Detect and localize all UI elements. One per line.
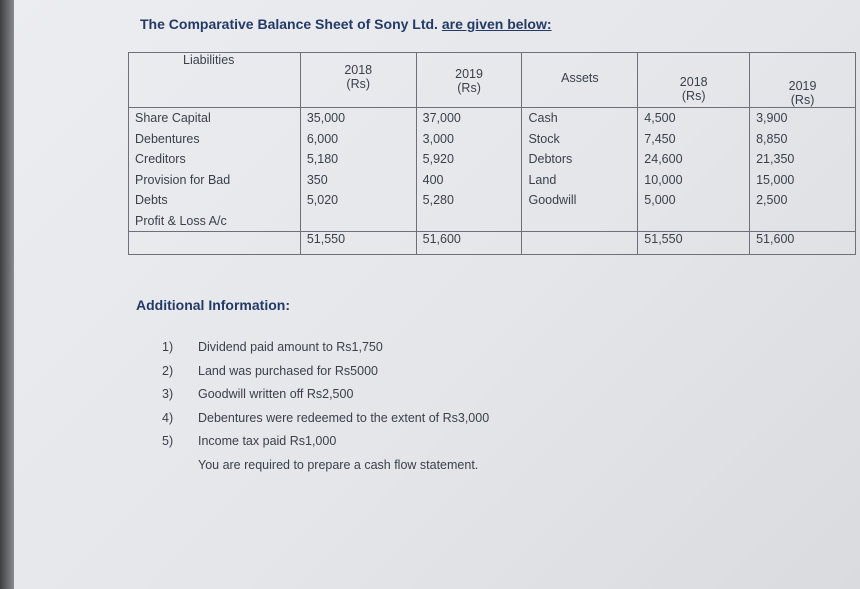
title-text: The Comparative Balance Sheet of Sony Ltd.	[140, 16, 438, 32]
list-item: 7,450	[644, 131, 676, 146]
asset-2018-header: 2018 (Rs)	[638, 53, 750, 108]
balance-sheet-table	[128, 52, 856, 255]
list-item: 3,000	[422, 131, 454, 146]
totals-row	[129, 232, 856, 255]
list-item: 5,020	[306, 193, 339, 207]
list-item: Land	[528, 172, 557, 187]
assets-2018	[638, 108, 750, 232]
assets-2019	[750, 108, 856, 232]
asset-2019-header: 2019 (Rs)	[750, 53, 856, 108]
list-item: Share Capital	[135, 111, 211, 125]
list-item: Debts	[135, 193, 168, 207]
list-item: 350	[306, 172, 328, 187]
total-liab-2019: 51,600	[416, 232, 522, 255]
liabilities-names	[129, 108, 301, 232]
list-item: Stock	[528, 131, 560, 146]
list-item: Goodwill	[528, 193, 577, 207]
title-tail: are given below:	[441, 16, 552, 32]
list-item: Cash	[528, 111, 558, 125]
list-item: 4,500	[644, 111, 676, 125]
assets-header: Assets	[522, 53, 638, 108]
body-row	[129, 108, 856, 232]
total-liab-2018: 51,550	[300, 232, 416, 255]
list-item: 2,500	[756, 193, 788, 207]
list-item: 8,850	[756, 131, 788, 146]
list-item: 10,000	[644, 172, 683, 187]
list-item: 5,000	[644, 193, 676, 207]
assets-names	[522, 108, 638, 232]
list-item: Creditors	[135, 152, 186, 166]
list-item: 5,180	[306, 152, 339, 166]
list-item: 21,350	[756, 152, 795, 166]
list-item: 35,000	[306, 111, 346, 125]
list-item: 3,900	[756, 111, 788, 125]
list-item: Provision for Bad	[135, 172, 231, 187]
instruction-text: You are required to prepare a cash flow statement.	[198, 457, 479, 472]
list-item: 5) Income tax paid Rs1,000	[162, 434, 337, 448]
list-item: 400	[422, 172, 444, 187]
liab-2019-header: 2019 (Rs)	[416, 53, 522, 108]
list-item: 37,000	[422, 111, 461, 125]
liabilities-header: Liabilities	[129, 53, 301, 108]
list-item: 4) Debentures were redeemed to the extent of Rs3,000	[162, 410, 490, 425]
list-item: 24,600	[644, 152, 683, 166]
list-item: Profit & Loss A/c	[135, 213, 227, 228]
list-item: 15,000	[756, 172, 795, 187]
screen-edge	[0, 0, 14, 589]
list-item: 3) Goodwill written off Rs2,500	[162, 387, 354, 401]
total-asset-2019: 51,600	[750, 232, 856, 255]
liabilities-2019	[416, 108, 522, 232]
additional-info-heading: Additional Information:	[136, 297, 290, 313]
list-item: Debentures	[135, 131, 200, 146]
list-item: 2) Land was purchased for Rs5000	[162, 363, 378, 378]
liab-2018-header: 2018 (Rs)	[300, 53, 416, 108]
list-item: 1) Dividend paid amount to Rs1,750	[162, 340, 383, 354]
list-item: Debtors	[528, 152, 573, 166]
list-item: 5,920	[422, 152, 454, 166]
list-item: 6,000	[306, 131, 339, 146]
page-title	[140, 16, 552, 32]
totals-label-cell	[129, 232, 301, 255]
totals-assets-cell	[522, 232, 638, 255]
header-row	[129, 53, 856, 108]
total-asset-2018: 51,550	[638, 232, 750, 255]
additional-info-list	[162, 336, 489, 477]
list-item: 5,280	[422, 193, 454, 207]
liabilities-2018	[300, 108, 416, 232]
